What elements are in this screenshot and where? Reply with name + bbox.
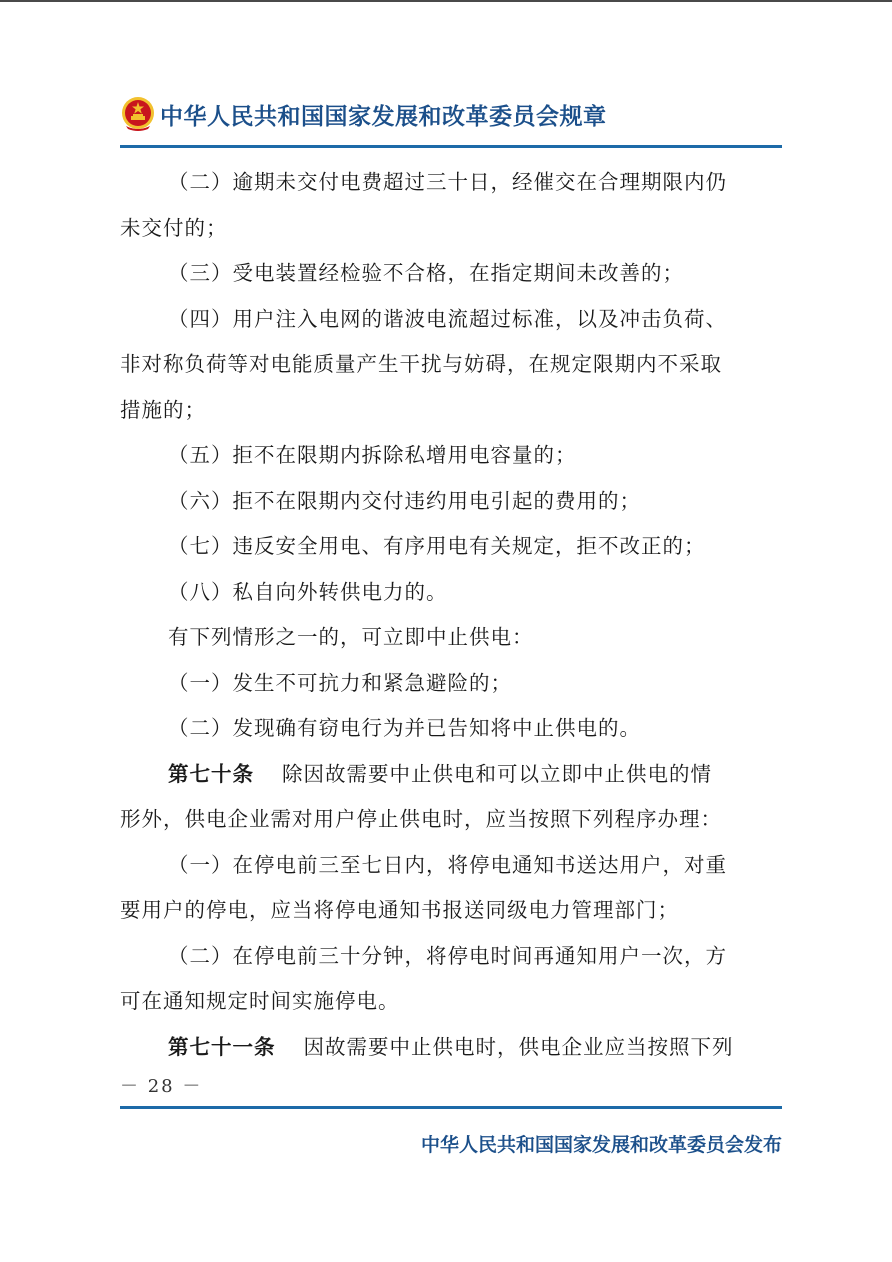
- paragraph: 非对称负荷等对电能质量产生干扰与妨碍，在规定限期内不采取: [120, 352, 722, 376]
- paragraph: 形外，供电企业需对用户停止供电时，应当按照下列程序办理：: [120, 807, 722, 831]
- paragraph: （二）发现确有窃电行为并已告知将中止供电的。: [168, 716, 641, 740]
- paragraph: 要用户的停电，应当将停电通知书报送同级电力管理部门；: [120, 898, 679, 922]
- paragraph: （三）受电装置经检验不合格，在指定期间未改善的；: [168, 261, 684, 285]
- paragraph: （五）拒不在限期内拆除私增用电容量的；: [168, 443, 577, 467]
- article-70-text: 除因故需要中止供电和可以立即中止供电的情: [282, 761, 712, 786]
- paragraph: 未交付的；: [120, 215, 228, 240]
- national-emblem-icon: [120, 96, 156, 132]
- paragraph: （二）逾期未交付电费超过三十日，经催交在合理期限内仍: [168, 170, 727, 194]
- article-70-line: [120, 752, 784, 798]
- paragraph: （一）在停电前三至七日内，将停电通知书送达用户，对重: [168, 852, 727, 877]
- paragraph: （二）在停电前三十分钟，将停电时间再通知用户一次，方: [168, 943, 727, 968]
- footer-rule: [120, 1106, 782, 1109]
- article-71-label: 第七十一条: [168, 1034, 276, 1059]
- paragraph: （一）发生不可抗力和紧急避险的；: [168, 670, 512, 695]
- paragraph: 有下列情形之一的，可立即中止供电：: [168, 625, 534, 649]
- article-70-label: 第七十条: [168, 761, 254, 786]
- paragraph: 措施的；: [120, 397, 206, 422]
- document-header: [120, 96, 784, 136]
- paragraph: （六）拒不在限期内交付违约用电引起的费用的；: [168, 488, 641, 513]
- paragraph: （四）用户注入电网的谐波电流超过标准，以及冲击负荷、: [168, 306, 727, 331]
- page-top-edge: [0, 0, 892, 2]
- paragraph: （八）私自向外转供电力的。: [168, 579, 448, 604]
- paragraph: （七）违反安全用电、有序用电有关规定，拒不改正的；: [168, 534, 706, 558]
- publisher-footer: 中华人民共和国国家发展和改革委员会发布: [420, 1134, 782, 1156]
- document-body: [120, 160, 784, 1070]
- paragraph: 可在通知规定时间实施停电。: [120, 989, 400, 1013]
- article-71-line: [120, 1025, 784, 1071]
- header-title: 中华人民共和国国家发展和改革委员会规章: [160, 104, 607, 130]
- page-number: － 28 －: [120, 1076, 203, 1097]
- header-rule: [120, 145, 782, 148]
- article-71-text: 因故需要中止供电时，供电企业应当按照下列: [303, 1034, 734, 1059]
